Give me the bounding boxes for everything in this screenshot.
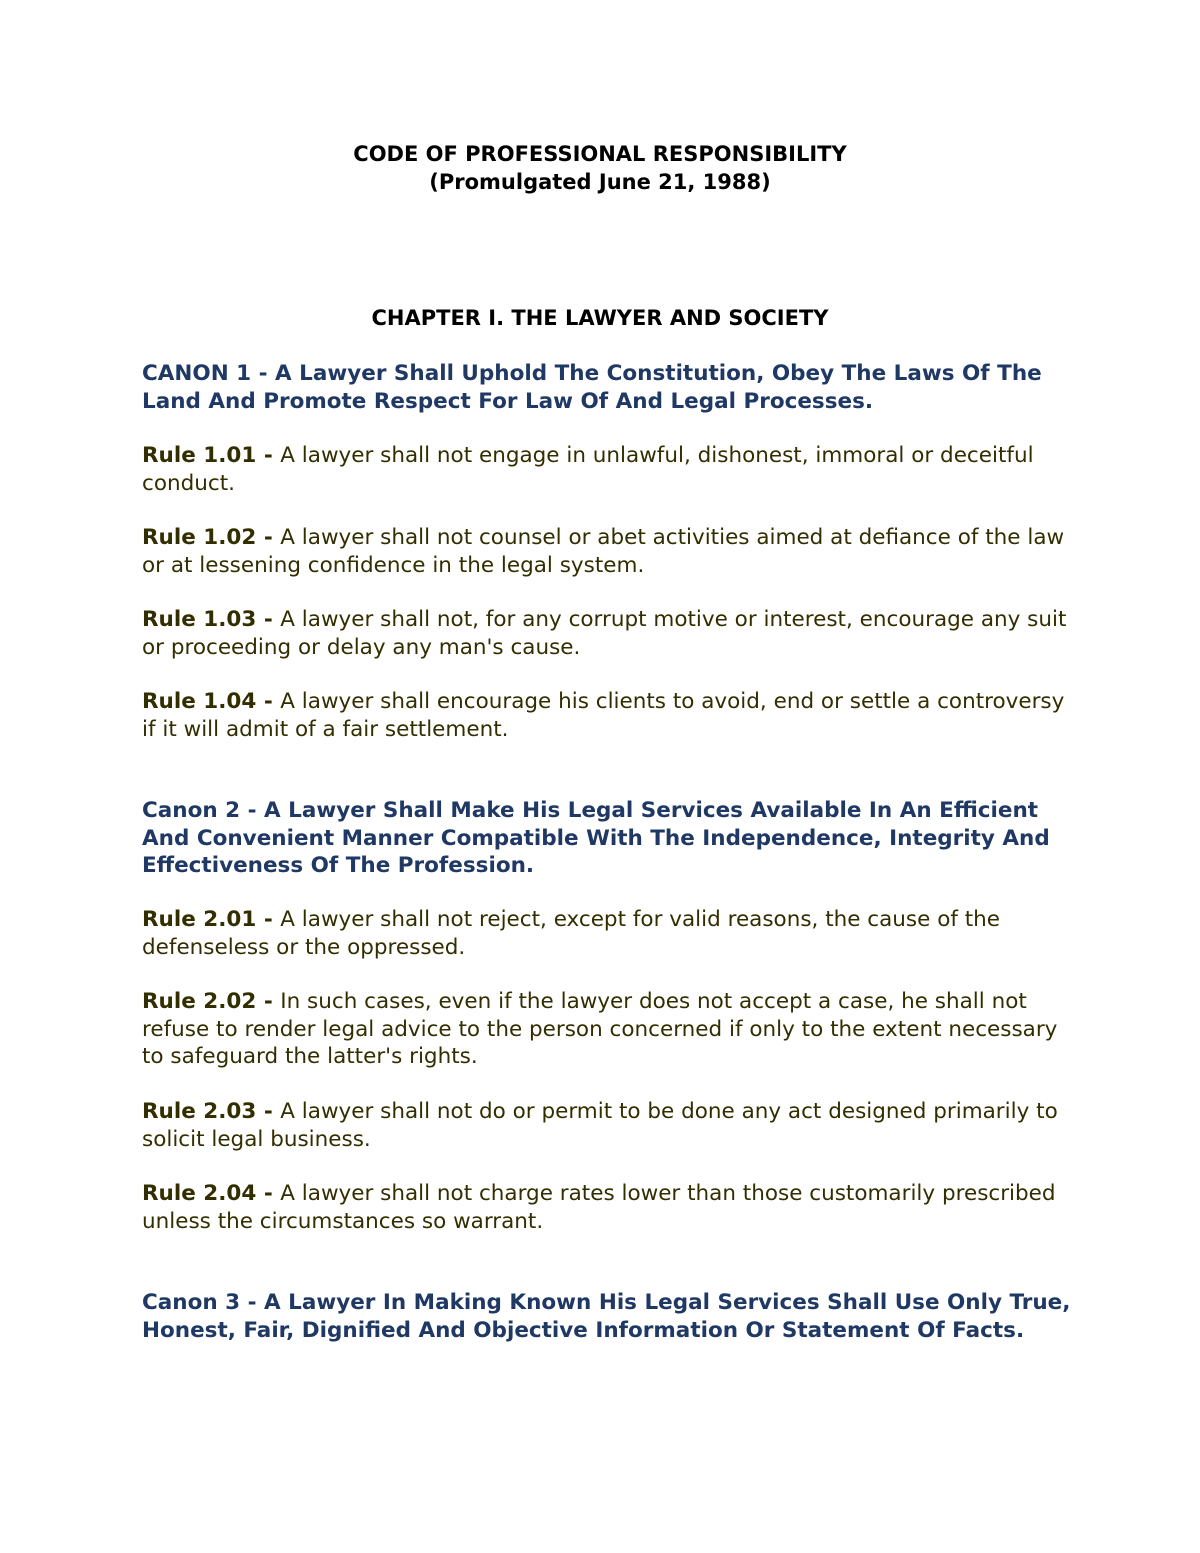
rule-1-01 [142,442,1072,497]
rule-text: A lawyer shall not charge rates lower than those customarily prescribed unless the circumstances so warrant. [142,1181,1056,1234]
rule-label: Rule 1.02 - [142,525,281,550]
rule-2-04 [142,1180,1072,1235]
rule-label: Rule 1.03 - [142,607,281,632]
rule-2-01 [142,906,1072,961]
rule-label: Rule 2.01 - [142,907,281,932]
rule-text: A lawyer shall not counsel or abet activities aimed at defiance of the law or at lessening confidence in the legal system. [142,525,1065,578]
canon-1-heading: CANON 1 - A Lawyer Shall Uphold The Constitution, Obey The Laws Of The Land And Promote Respect For Law Of And Legal Processes. [142,361,1042,414]
rule-label: Rule 1.01 - [142,443,281,468]
document-subtitle: (Promulgated June 21, 1988) [429,170,771,194]
rule-text: A lawyer shall not do or permit to be done any act designed primarily to solicit legal business. [142,1099,1058,1152]
rule-label: Rule 2.02 - [142,989,281,1014]
rule-label: Rule 1.04 - [142,689,281,714]
rule-label: Rule 2.04 - [142,1181,281,1206]
rule-text: In such cases, even if the lawyer does not accept a case, he shall not refuse to render legal advice to the person concerned if only to the extent necessary to safeguard the latter's rights. [142,989,1058,1069]
rule-1-02 [142,524,1072,579]
chapter-heading: CHAPTER I. THE LAWYER AND SOCIETY [371,306,829,330]
rule-text: A lawyer shall encourage his clients to avoid, end or settle a controversy if it will admit of a fair settlement. [142,689,1065,742]
rule-text: A lawyer shall not, for any corrupt motive or interest, encourage any suit or proceeding or delay any man's cause. [142,607,1067,660]
rule-label: Rule 2.03 - [142,1099,281,1124]
rule-2-02 [142,988,1072,1071]
rule-1-04 [142,688,1072,743]
rule-text: A lawyer shall not engage in unlawful, dishonest, immoral or deceitful conduct. [142,443,1034,496]
rule-1-03 [142,606,1072,661]
rule-2-03 [142,1098,1072,1153]
canon-3-heading: Canon 3 - A Lawyer In Making Known His Legal Services Shall Use Only True, Honest, Fair, Dignified And Objective Information Or Statement Of Facts. [142,1290,1071,1343]
canon-2-heading: Canon 2 - A Lawyer Shall Make His Legal Services Available In An Efficient And Convenient Manner Compatible With The Independence, Integrity And Effectiveness Of The Profession. [142,798,1050,878]
rule-text: A lawyer shall not reject, except for valid reasons, the cause of the defenseless or the oppressed. [142,907,1001,960]
document-title: CODE OF PROFESSIONAL RESPONSIBILITY [353,142,847,166]
